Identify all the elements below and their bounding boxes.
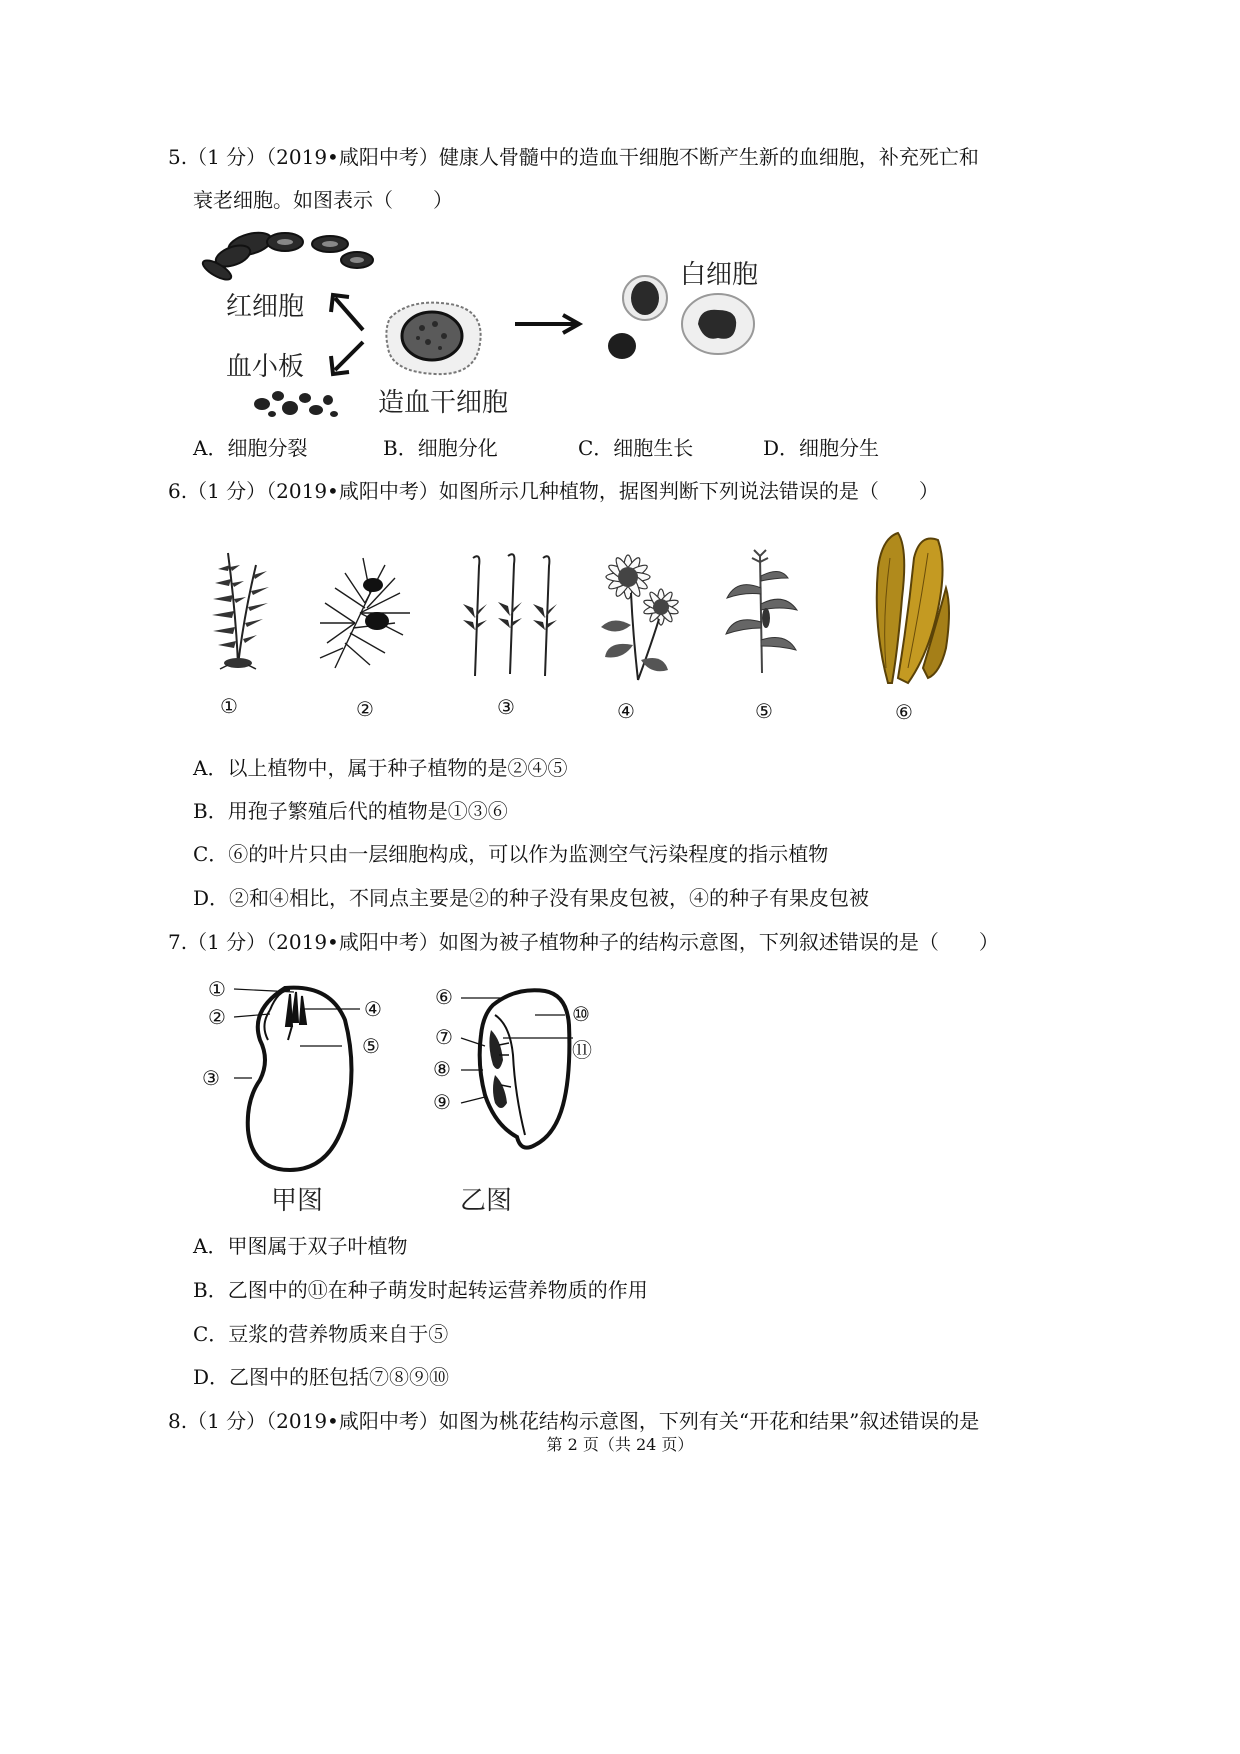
q7-fig-b-label-10: ⑩ <box>572 1002 590 1026</box>
q6-option-d[interactable]: D．②和④相比，不同点主要是②的种子没有果皮包被，④的种子有果皮包被 <box>193 886 870 910</box>
q7-fig-a-label-3: ③ <box>202 1066 220 1090</box>
q7-fig-b-caption: 乙图 <box>460 1186 513 1216</box>
q6-option-b[interactable]: B．用孢子繁殖后代的植物是①③⑥ <box>193 799 508 823</box>
q7-fig-a-label-2: ② <box>208 1005 226 1029</box>
q6-plant-label-5: ⑤ <box>755 699 773 723</box>
page-footer: 第 2 页（共 24 页） <box>546 1435 694 1454</box>
q6-plant-4-sunflower-figure <box>593 545 693 685</box>
q5-option-b[interactable]: B．细胞分化 <box>383 436 498 460</box>
q6-option-a[interactable]: A．以上植物中，属于种子植物的是②④⑤ <box>193 756 568 780</box>
q7-option-b[interactable]: B．乙图中的⑪在种子萌发时起转运营养物质的作用 <box>193 1278 648 1302</box>
q5-red-blood-cells-figure <box>195 228 385 288</box>
q6-plant-label-1: ① <box>220 694 238 718</box>
q6-plant-1-fern-figure <box>198 545 278 670</box>
q7-fig-b-label-9: ⑨ <box>433 1090 451 1114</box>
q6-plant-5-corn-figure <box>722 548 802 676</box>
q5-platelets-figure <box>250 386 340 420</box>
q6-plant-6-kelp-figure <box>868 528 953 688</box>
q7-fig-a-label-4: ④ <box>364 997 382 1021</box>
q7-fig-b-label-8: ⑧ <box>433 1057 451 1081</box>
q5-option-d[interactable]: D．细胞分生 <box>763 436 880 460</box>
q8-stem: 8.（1 分）（2019•咸阳中考）如图为桃花结构示意图，下列有关“开花和结果”叙述错误的是 <box>168 1409 980 1433</box>
q6-plant-label-2: ② <box>356 697 374 721</box>
q5-stem-line2: 衰老细胞。如图表示（ ） <box>193 188 453 212</box>
q7-fig-b-label-11: ⑪ <box>572 1038 592 1062</box>
q5-label-white-cells: 白细胞 <box>680 260 759 290</box>
q5-arrows-figure <box>325 290 375 380</box>
q5-label-red-cells: 红细胞 <box>226 292 305 322</box>
q6-plant-label-3: ③ <box>497 695 515 719</box>
q5-option-a[interactable]: A．细胞分裂 <box>193 436 308 460</box>
q6-plant-2-pine-figure <box>315 553 415 673</box>
q6-plant-label-4: ④ <box>617 699 635 723</box>
q6-plant-label-6: ⑥ <box>895 700 913 724</box>
q7-stem: 7.（1 分）（2019•咸阳中考）如图为被子植物种子的结构示意图，下列叙述错误的是（ ） <box>168 930 999 954</box>
q7-fig-b-label-6: ⑥ <box>435 985 453 1009</box>
q7-fig-a-label-1: ① <box>208 977 226 1001</box>
q5-stem-cell-figure <box>380 298 490 380</box>
q6-stem: 6.（1 分）（2019•咸阳中考）如图所示几种植物，据图判断下列说法错误的是（ ） <box>168 479 939 503</box>
q5-label-platelets: 血小板 <box>226 352 305 382</box>
q5-arrow-right-figure <box>515 312 585 336</box>
q6-option-c[interactable]: C．⑥的叶片只由一层细胞构成，可以作为监测空气污染程度的指示植物 <box>193 842 829 866</box>
q7-fig-a-caption: 甲图 <box>271 1186 324 1216</box>
q5-stem-line1: 5.（1 分）（2019•咸阳中考）健康人骨髓中的造血干细胞不断产生新的血细胞，补充死亡和 <box>168 145 979 169</box>
q7-fig-b-label-7: ⑦ <box>435 1025 453 1049</box>
q7-option-d[interactable]: D．乙图中的胚包括⑦⑧⑨⑩ <box>193 1365 450 1389</box>
q5-label-stem-cell: 造血干细胞 <box>378 388 509 418</box>
q7-option-c[interactable]: C．豆浆的营养物质来自于⑤ <box>193 1322 449 1346</box>
q6-plant-3-moss-figure <box>455 548 565 680</box>
q7-option-a[interactable]: A．甲图属于双子叶植物 <box>193 1234 408 1258</box>
q7-fig-a-leader-lines <box>230 980 370 1090</box>
q7-fig-b-leader-lines <box>455 985 585 1115</box>
q5-option-c[interactable]: C．细胞生长 <box>578 436 694 460</box>
q7-fig-a-label-5: ⑤ <box>362 1034 380 1058</box>
